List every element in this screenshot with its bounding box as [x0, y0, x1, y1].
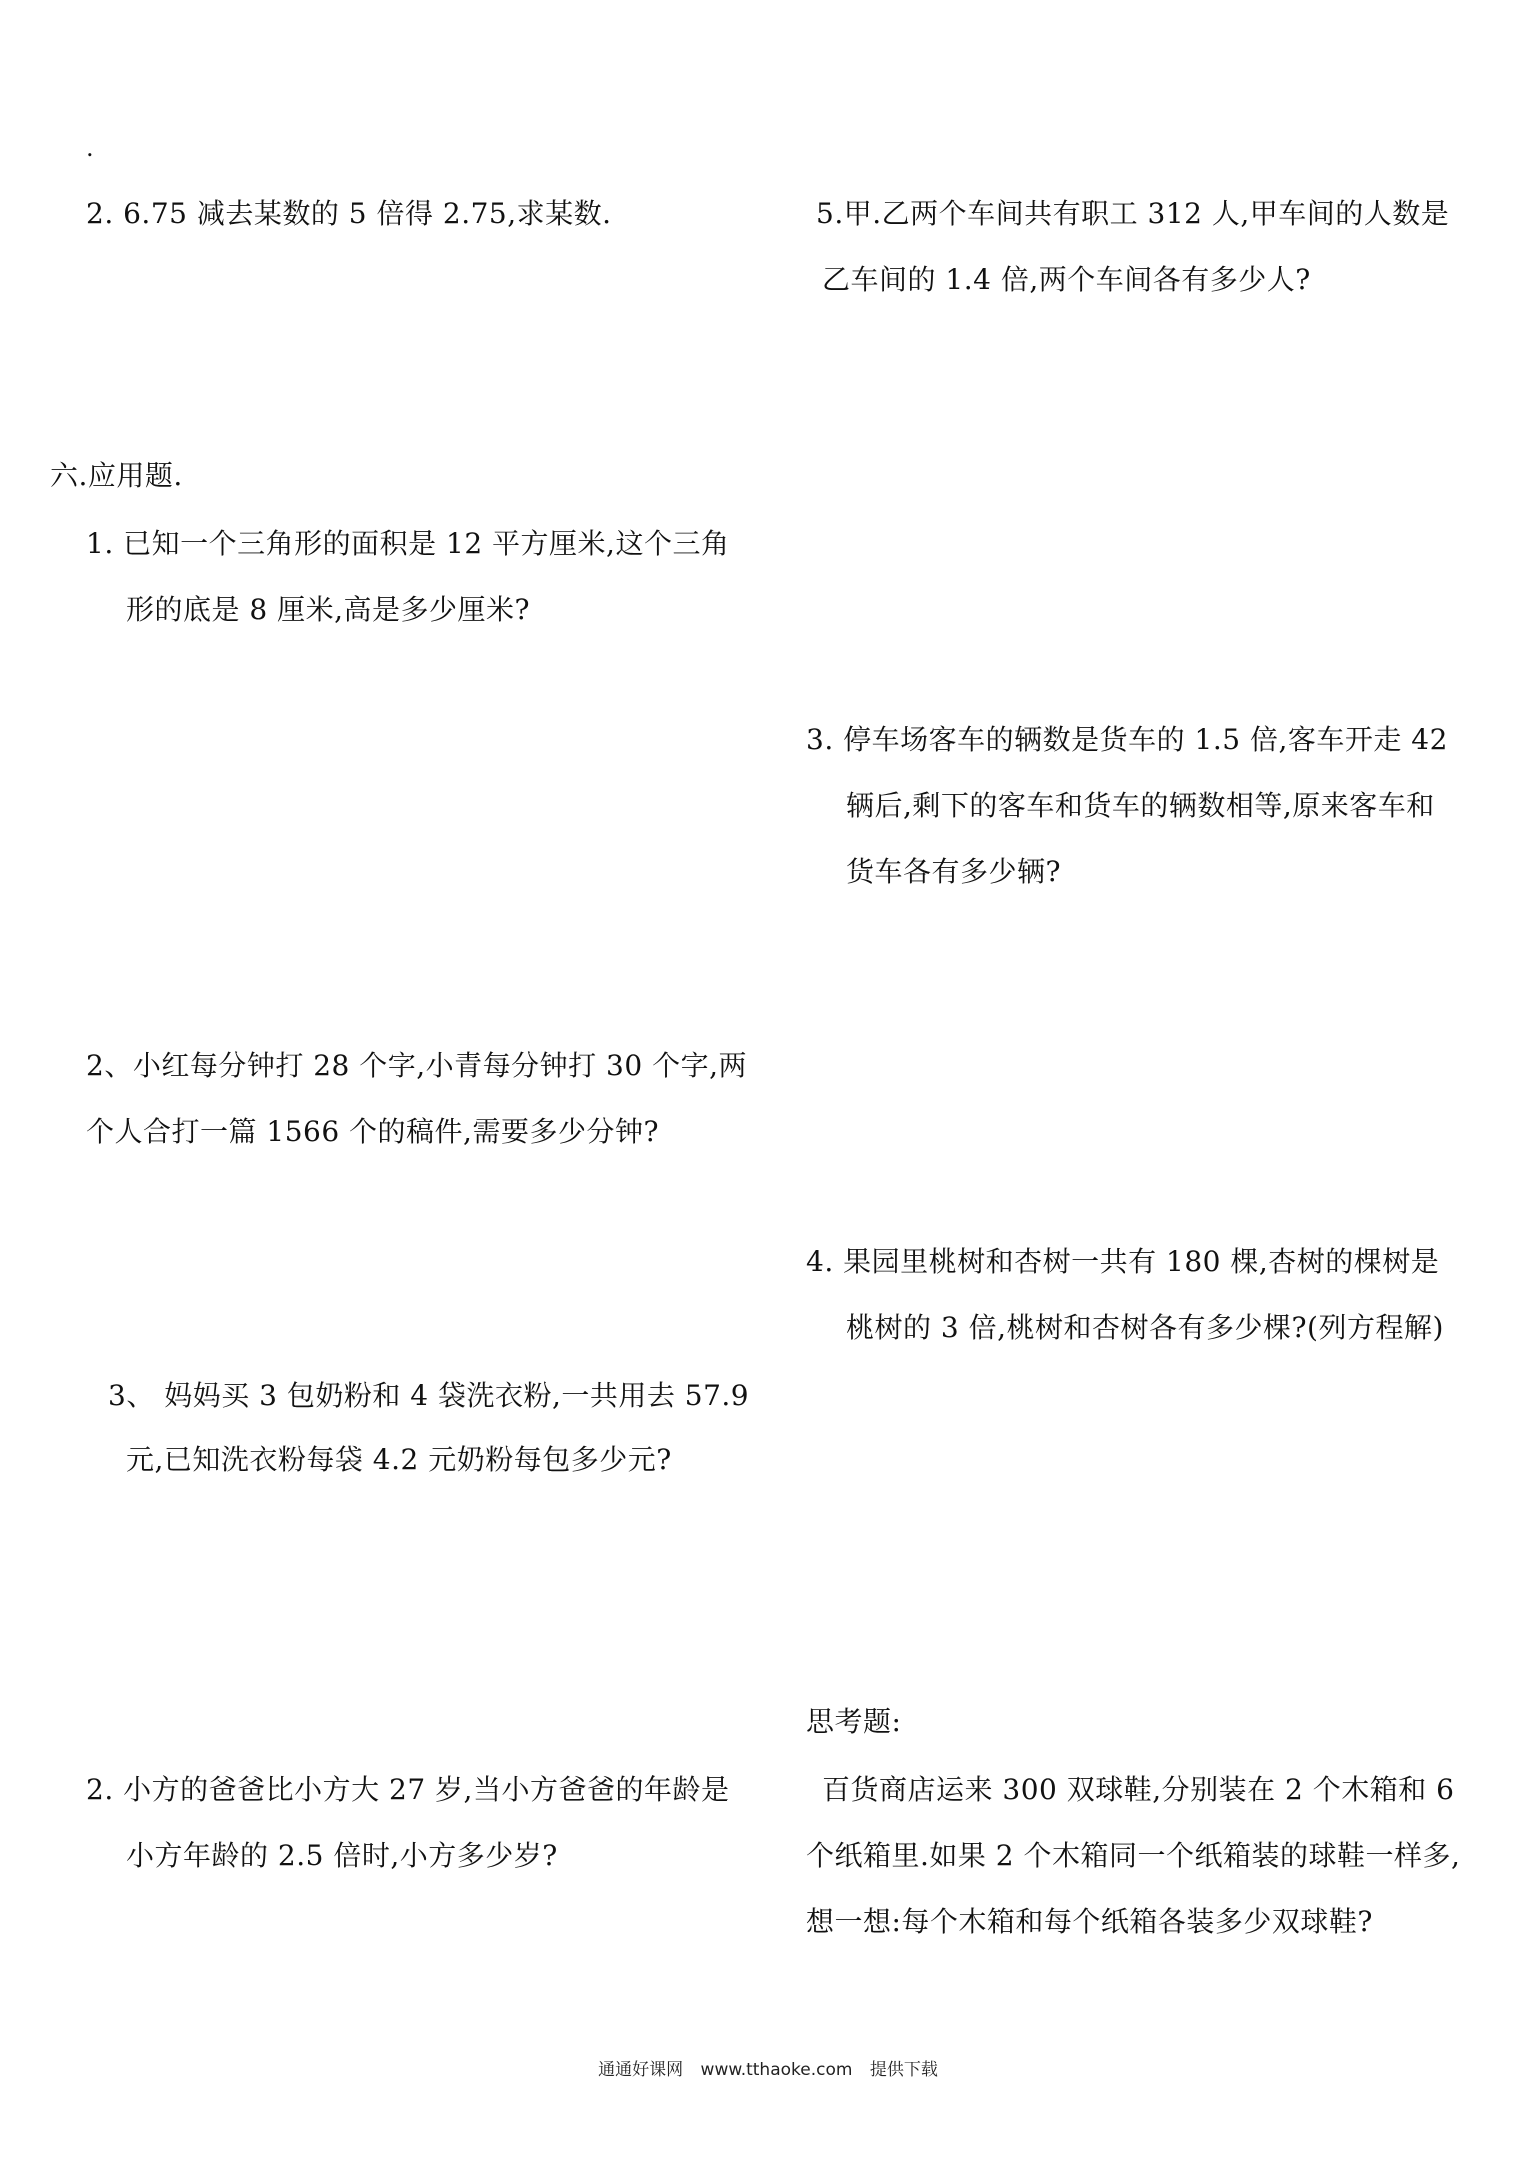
applied-question-2-line-2: 个人合打一篇 1566 个的稿件,需要多少分钟? [86, 1115, 659, 1148]
question-4-line-1: 4. 果园里桃树和杏树一共有 180 棵,杏树的棵树是 [806, 1245, 1440, 1278]
stray-dot: . [86, 134, 94, 162]
thinking-question-title: 思考题: [806, 1705, 902, 1738]
applied-question-2b-line-2: 小方年龄的 2.5 倍时,小方多少岁? [126, 1839, 558, 1872]
applied-question-1-line-2: 形的底是 8 厘米,高是多少厘米? [126, 593, 531, 626]
thinking-question-line-1: 百货商店运来 300 双球鞋,分别装在 2 个木箱和 6 [822, 1773, 1455, 1806]
footer-site-name: 通通好课网 [598, 2060, 684, 2080]
question-4-line-2: 桃树的 3 倍,桃树和杏树各有多少棵?(列方程解) [846, 1311, 1444, 1344]
question-5-line-2: 乙车间的 1.4 倍,两个车间各有多少人? [822, 263, 1311, 296]
footer-watermark [0, 2058, 1536, 2082]
footer-note: 提供下载 [869, 2060, 938, 2080]
section-title-applied-problems: 六.应用题. [50, 459, 183, 492]
thinking-question-line-2: 个纸箱里.如果 2 个木箱同一个纸箱装的球鞋一样多, [806, 1839, 1461, 1872]
applied-question-3-line-2: 元,已知洗衣粉每袋 4.2 元奶粉每包多少元? [126, 1443, 672, 1476]
question-3-line-3: 货车各有多少辆? [846, 855, 1062, 888]
applied-question-2-line-1: 2、小红每分钟打 28 个字,小青每分钟打 30 个字,两 [86, 1049, 747, 1082]
footer-url[interactable]: www.tthaoke.com [700, 2060, 853, 2080]
question-5-line-1: 5.甲.乙两个车间共有职工 312 人,甲车间的人数是 [816, 197, 1450, 230]
applied-question-2b-line-1: 2. 小方的爸爸比小方大 27 岁,当小方爸爸的年龄是 [86, 1773, 730, 1806]
question-3-line-1: 3. 停车场客车的辆数是货车的 1.5 倍,客车开走 42 [806, 723, 1448, 756]
applied-question-1-line-1: 1. 已知一个三角形的面积是 12 平方厘米,这个三角 [86, 527, 730, 560]
question-3-line-2: 辆后,剩下的客车和货车的辆数相等,原来客车和 [846, 789, 1435, 822]
equation-question-2: 2. 6.75 减去某数的 5 倍得 2.75,求某数. [86, 197, 612, 230]
applied-question-3-line-1: 3、 妈妈买 3 包奶粉和 4 袋洗衣粉,一共用去 57.9 [108, 1379, 750, 1412]
thinking-question-line-3: 想一想:每个木箱和每个纸箱各装多少双球鞋? [806, 1905, 1373, 1938]
